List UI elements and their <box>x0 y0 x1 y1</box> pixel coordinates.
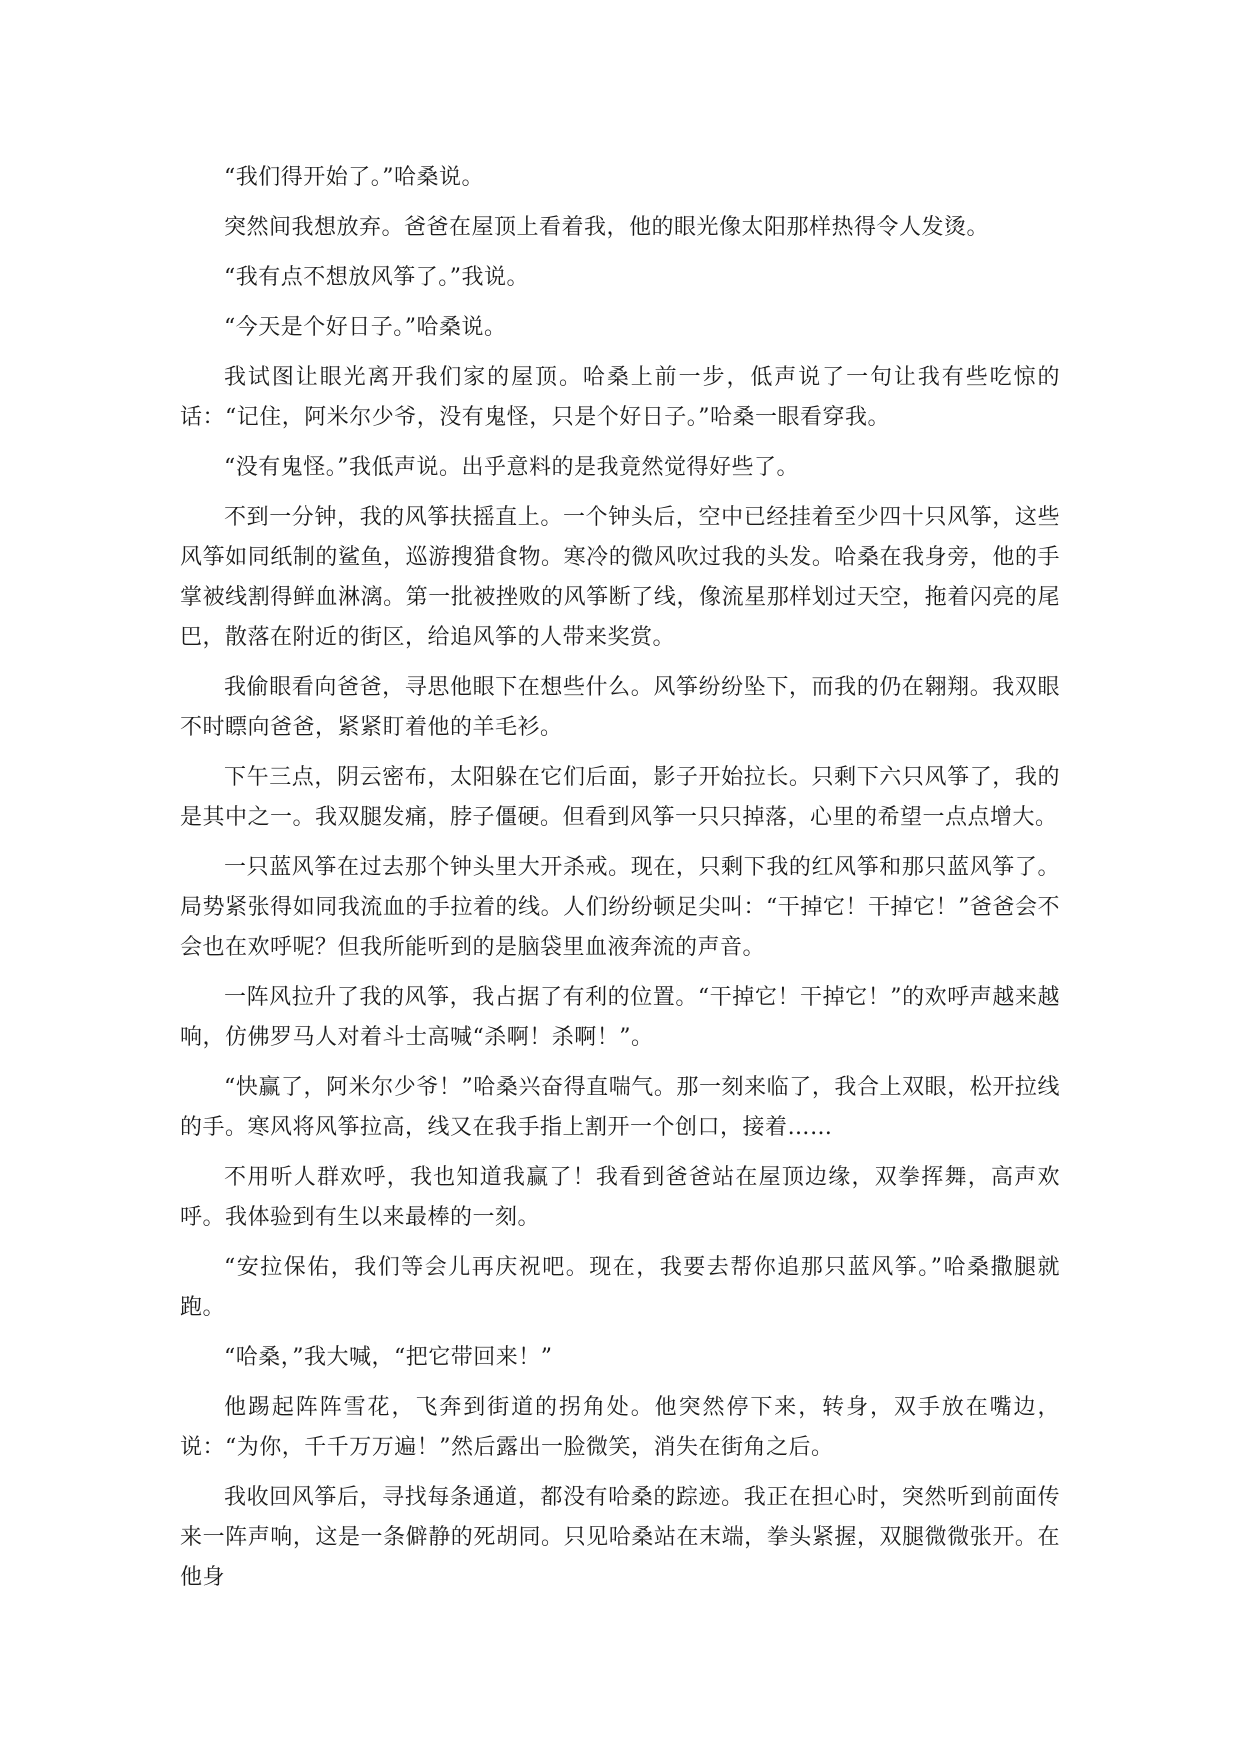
paragraph: 我收回风筝后，寻找每条通道，都没有哈桑的踪迹。我正在担心时，突然听到前面传来一阵声响，这是一条僻静的死胡同。只见哈桑站在末端，拳头紧握，双腿微微张开。在他身 <box>180 1485 1060 1590</box>
paragraph: 一阵风拉升了我的风筝，我占据了有利的位置。“干掉它！干掉它！”的欢呼声越来越响，仿佛罗马人对着斗士高喊“杀啊！杀啊！”。 <box>180 985 1060 1050</box>
paragraph: “今天是个好日子。”哈桑说。 <box>224 315 507 340</box>
paragraph: “我们得开始了。”哈桑说。 <box>224 165 484 190</box>
paragraph: 不用听人群欢呼，我也知道我赢了！我看到爸爸站在屋顶边缘，双拳挥舞，高声欢呼。我体验到有生以来最棒的一刻。 <box>180 1165 1060 1230</box>
paragraph: 下午三点，阴云密布，太阳躲在它们后面，影子开始拉长。只剩下六只风筝了，我的是其中之一。我双腿发痛，脖子僵硬。但看到风筝一只只掉落，心里的希望一点点增大。 <box>180 765 1060 830</box>
paragraph: “哈桑，”我大喊，“把它带回来！” <box>224 1345 553 1370</box>
paragraph: “安拉保佑，我们等会儿再庆祝吧。现在，我要去帮你追那只蓝风筝。”哈桑撒腿就跑。 <box>180 1255 1060 1320</box>
paragraph: “我有点不想放风筝了。”我说。 <box>224 265 529 290</box>
story-text <box>180 158 1060 1608</box>
paragraph: 他踢起阵阵雪花，飞奔到街道的拐角处。他突然停下来，转身，双手放在嘴边，说：“为你，千千万万遍！”然后露出一脸微笑，消失在街角之后。 <box>180 1395 1060 1460</box>
paragraph: “快赢了，阿米尔少爷！”哈桑兴奋得直喘气。那一刻来临了，我合上双眼，松开拉线的手。寒风将风筝拉高，线又在我手指上割开一个创口，接着…… <box>180 1075 1060 1140</box>
paragraph: 突然间我想放弃。爸爸在屋顶上看着我，他的眼光像太阳那样热得令人发烫。 <box>224 215 990 240</box>
paragraph: 我试图让眼光离开我们家的屋顶。哈桑上前一步，低声说了一句让我有些吃惊的话：“记住，阿米尔少爷，没有鬼怪，只是个好日子。”哈桑一眼看穿我。 <box>180 365 1060 430</box>
paragraph: 不到一分钟，我的风筝扶摇直上。一个钟头后，空中已经挂着至少四十只风筝，这些风筝如同纸制的鲨鱼，巡游搜猎食物。寒冷的微风吹过我的头发。哈桑在我身旁，他的手掌被线割得鲜血淋漓。第一批被挫败的风筝断了线，像流星那样划过天空，拖着闪亮的尾巴，散落在附近的街区，给追风筝的人带来奖赏。 <box>180 505 1060 650</box>
paragraph: 我偷眼看向爸爸，寻思他眼下在想些什么。风筝纷纷坠下，而我的仍在翱翔。我双眼不时瞟向爸爸，紧紧盯着他的羊毛衫。 <box>180 675 1060 740</box>
paragraph: “没有鬼怪。”我低声说。出乎意料的是我竟然觉得好些了。 <box>224 455 799 480</box>
paragraph: 一只蓝风筝在过去那个钟头里大开杀戒。现在，只剩下我的红风筝和那只蓝风筝了。局势紧张得如同我流血的手拉着的线。人们纷纷顿足尖叫：“干掉它！干掉它！”爸爸会不会也在欢呼呢？但我所能听到的是脑袋里血液奔流的声音。 <box>180 855 1060 960</box>
